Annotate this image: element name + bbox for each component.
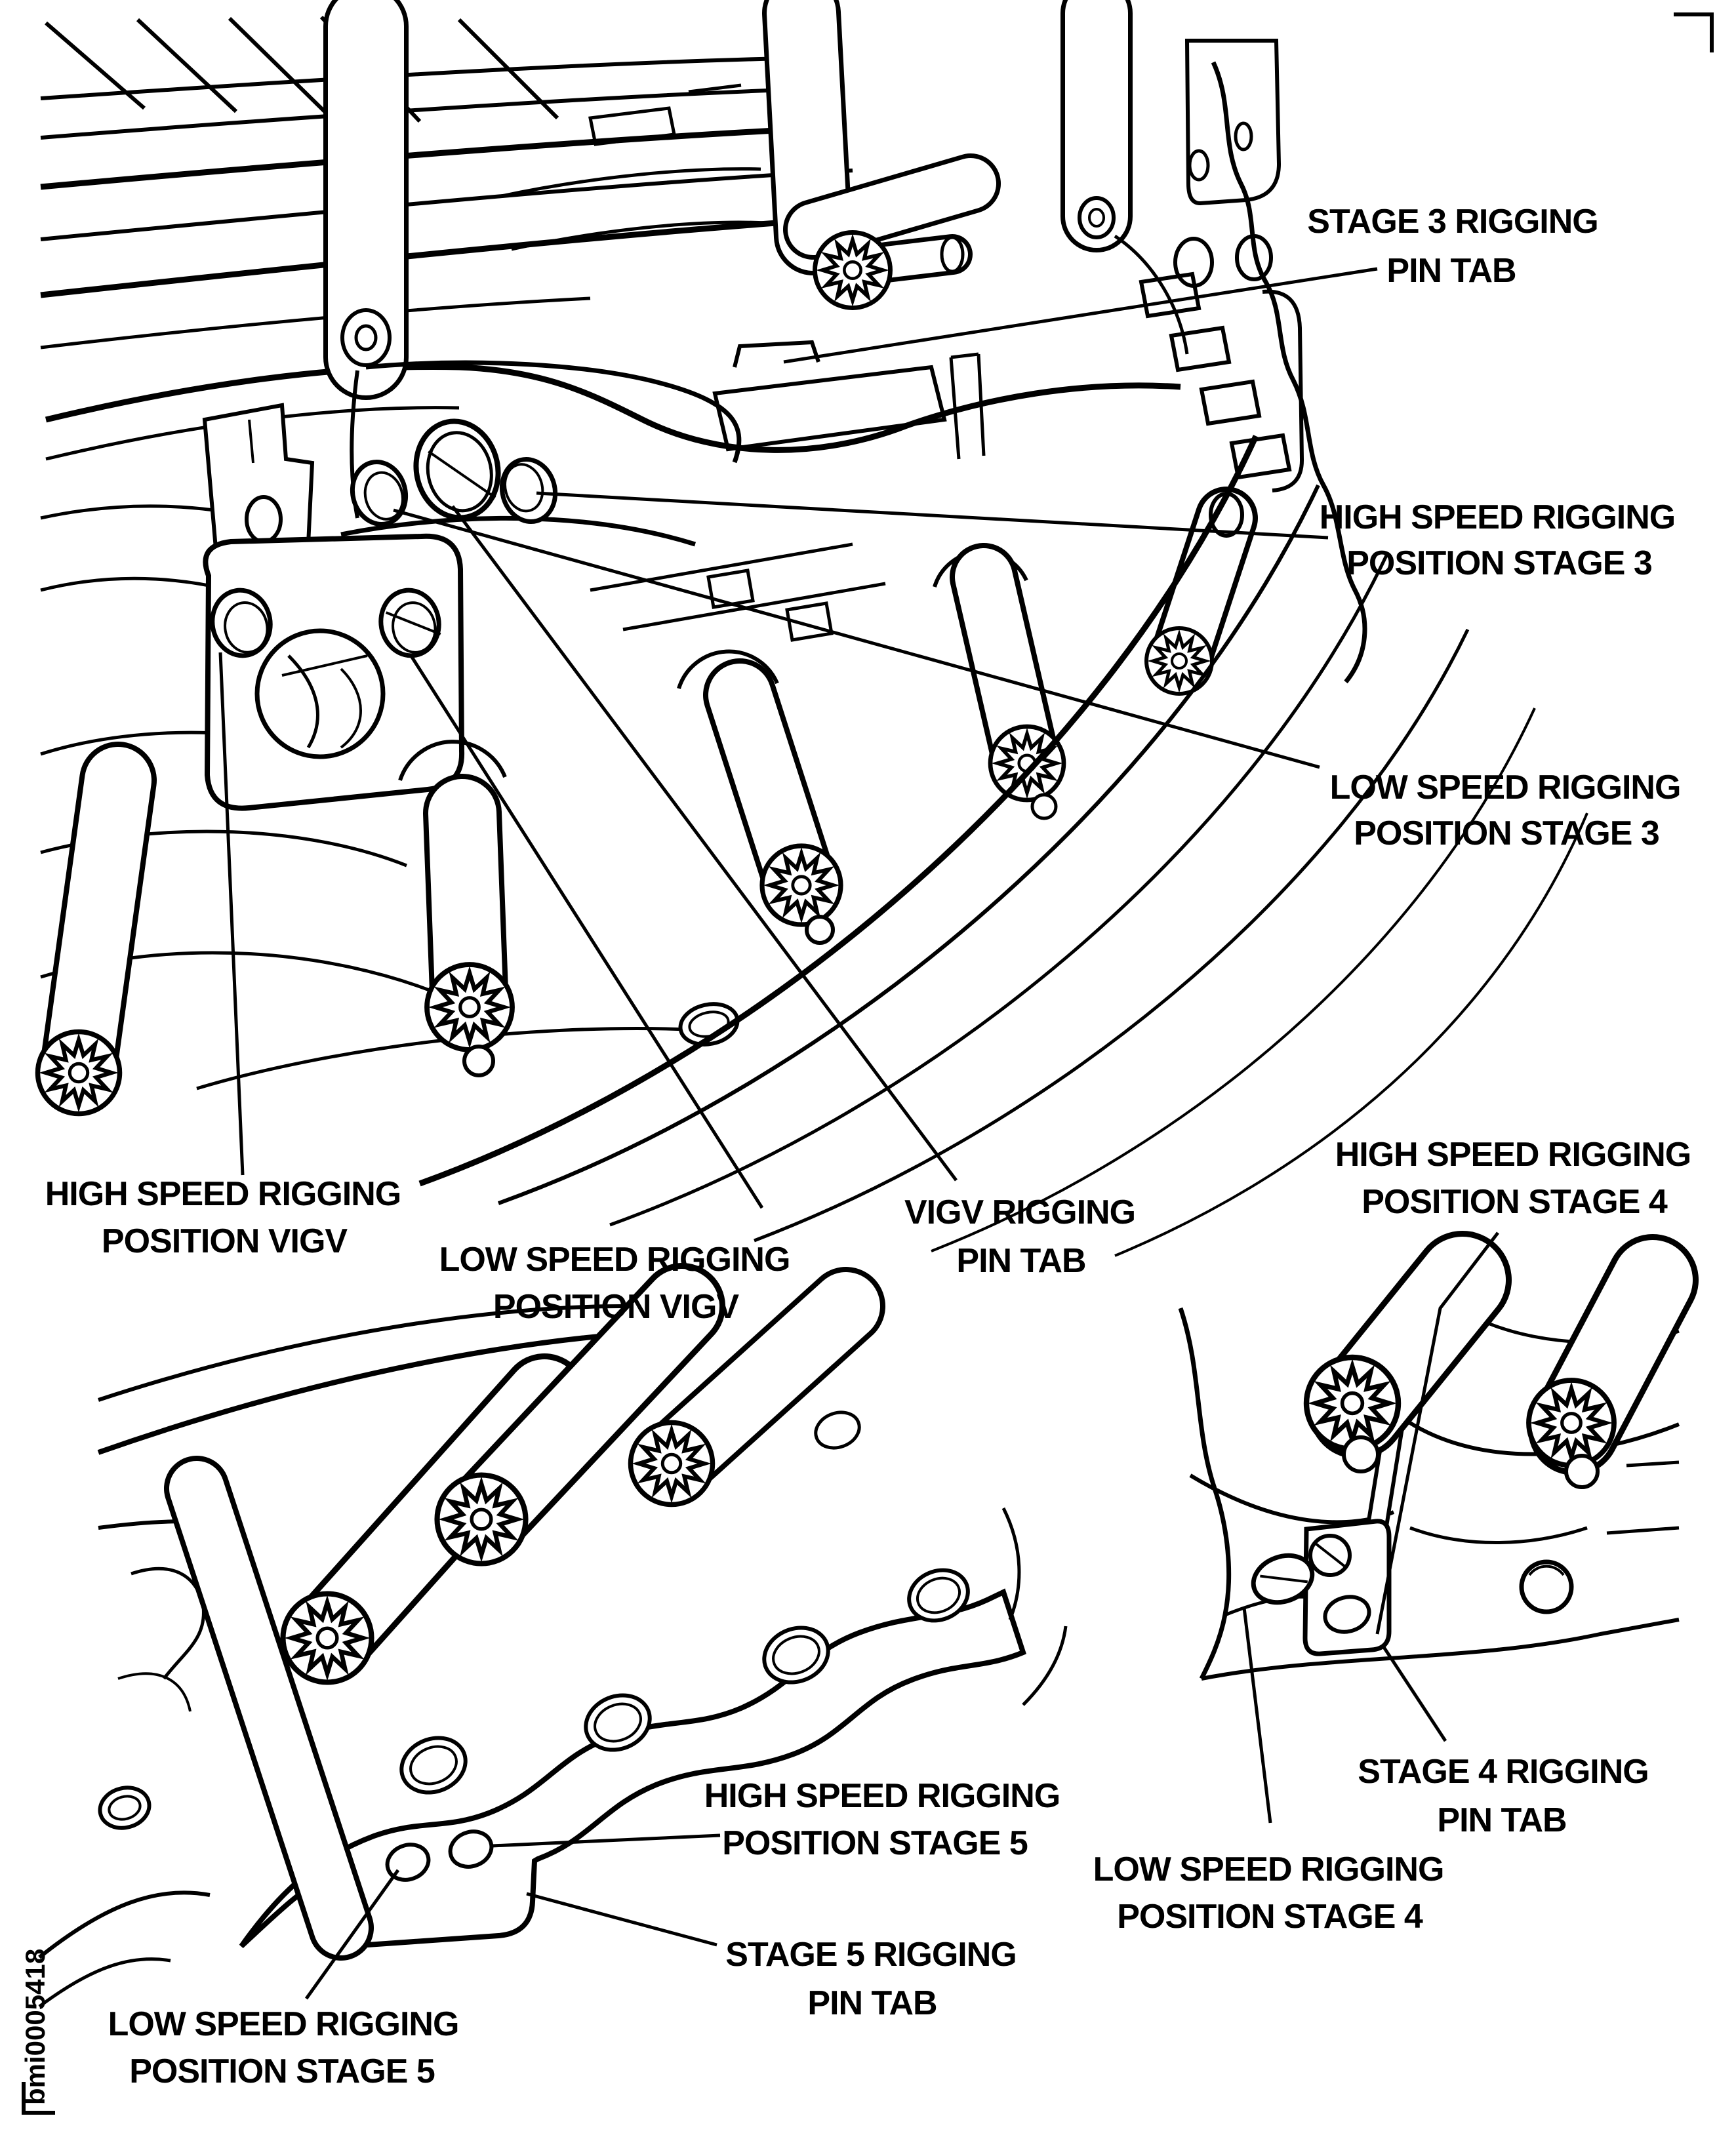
callout-vigv-pin-tab	[904, 1193, 1135, 1280]
callout-text: POSITION VIGV	[101, 1222, 348, 1260]
bracket-hole	[1236, 123, 1251, 150]
callout-stage3-pin-tab	[1307, 203, 1598, 290]
spline-bolt-icon	[283, 1594, 372, 1683]
spline-bolt-icon	[38, 1032, 120, 1114]
leader-stage5-pin-tab	[527, 1894, 717, 1945]
callout-text: POSITION STAGE 5	[129, 2052, 435, 2090]
callout-high-speed-stage5	[704, 1777, 1060, 1862]
lever-arm	[427, 813, 512, 1075]
leader-low-speed-stage4	[1244, 1608, 1270, 1823]
callout-text: POSITION STAGE 4	[1362, 1183, 1667, 1221]
spline-bolt-icon	[631, 1423, 713, 1505]
inner-steps	[590, 544, 885, 629]
callout-text: POSITION VIGV	[493, 1288, 739, 1326]
callout-text: POSITION STAGE 4	[1117, 1898, 1423, 1936]
lever-arm	[1529, 1280, 1653, 1487]
case-band	[41, 298, 590, 348]
callout-text: STAGE 5 RIGGING	[725, 1936, 1017, 1974]
leader-stage4-pin-tab	[1384, 1647, 1445, 1741]
serration-step	[1201, 382, 1259, 424]
case-round-hole	[1522, 1562, 1571, 1612]
callout-stage5-pin-tab	[725, 1936, 1016, 2022]
leader-lines	[220, 269, 1498, 1999]
spline-bolt-icon	[1146, 628, 1212, 694]
callout-text: PIN TAB	[807, 1984, 937, 2022]
case-oval-hole	[811, 1407, 864, 1454]
callout-text: HIGH SPEED RIGGING	[45, 1175, 401, 1213]
main-view	[38, 13, 1588, 1256]
case-detail	[1003, 1508, 1066, 1705]
plate-oval-hole	[394, 1728, 474, 1802]
case-band	[41, 89, 820, 138]
lever-pin	[1032, 795, 1056, 818]
spline-bolt-icon	[990, 727, 1064, 800]
pivot-bosses	[400, 551, 1026, 780]
spline-bolt-icon	[762, 846, 841, 925]
case-right-profile	[1115, 41, 1365, 682]
callout-text: PIN TAB	[1386, 252, 1516, 290]
case-line	[1607, 1462, 1679, 1533]
serration-step	[1141, 274, 1199, 316]
bracket-center-opening	[257, 631, 383, 757]
case-oval-hole	[96, 1782, 154, 1833]
lever-arm	[984, 577, 1064, 818]
bracket-hole	[1190, 151, 1208, 180]
corner-crop-mark-top-right	[1674, 14, 1712, 52]
case-detail	[131, 1568, 203, 1679]
hatch-line	[230, 18, 328, 115]
callout-text: STAGE 4 RIGGING	[1358, 1753, 1649, 1791]
callout-stage4-pin-tab	[1358, 1753, 1648, 1839]
spline-bolt-icon	[815, 233, 891, 308]
callout-low-speed-stage4	[1093, 1850, 1444, 1936]
bolt-stub-cap	[942, 237, 963, 271]
callout-low-speed-stage5	[108, 2005, 459, 2090]
callout-text: LOW SPEED RIGGING	[1093, 1850, 1444, 1888]
lever-pin	[1344, 1437, 1378, 1471]
lever-pin	[807, 917, 833, 943]
callout-text: PIN TAB	[956, 1242, 1086, 1280]
lever-pin	[1566, 1456, 1598, 1487]
callout-text: POSITION STAGE 3	[1346, 544, 1652, 582]
flange-center-hole	[407, 414, 507, 526]
callout-text: HIGH SPEED RIGGING	[1335, 1136, 1691, 1174]
callout-text: LOW SPEED RIGGING	[108, 2005, 459, 2043]
figure-id: bmi0005418	[20, 1948, 50, 2105]
lever-arm	[1146, 494, 1242, 694]
callout-text: LOW SPEED RIGGING	[1329, 769, 1681, 807]
spline-bolt-icon	[437, 1475, 526, 1564]
leader-vigv-pin-tab	[453, 506, 956, 1180]
callout-text: HIGH SPEED RIGGING	[1319, 498, 1676, 536]
low-speed-stage3-hole	[346, 456, 413, 530]
callout-text: HIGH SPEED RIGGING	[704, 1777, 1060, 1815]
inner-step-block	[708, 570, 753, 607]
stage3-pin-tab-shape	[735, 342, 818, 367]
lever-pin	[464, 1047, 493, 1075]
actuation-straps	[342, 13, 1271, 365]
spline-bolt-icon	[427, 965, 512, 1050]
callout-text: PIN TAB	[1437, 1801, 1567, 1839]
callout-text: VIGV RIGGING	[904, 1193, 1136, 1231]
callout-low-speed-stage3	[1330, 769, 1681, 852]
callout-high-speed-stage4	[1335, 1136, 1691, 1221]
ground-line	[39, 1959, 171, 2007]
callout-high-speed-stage3	[1320, 498, 1676, 582]
callout-text: POSITION STAGE 5	[722, 1824, 1028, 1862]
callout-high-speed-vigv	[45, 1175, 401, 1260]
spline-bolt-icon	[1306, 1357, 1398, 1449]
spline-bolt-icon	[1529, 1380, 1614, 1466]
callout-text: LOW SPEED RIGGING	[439, 1241, 790, 1279]
case-bottom-edge	[1201, 1620, 1679, 1679]
high-speed-stage4-hole	[1310, 1536, 1350, 1575]
callout-text: POSITION STAGE 3	[1354, 814, 1659, 852]
lever-arm	[740, 695, 841, 943]
callout-text: STAGE 3 RIGGING	[1307, 203, 1598, 241]
stage4-detail-view	[1181, 1280, 1679, 1679]
hatch-line	[138, 20, 236, 111]
serration-step	[1171, 328, 1229, 370]
lever-arm	[38, 780, 120, 1114]
lever-arm	[197, 1488, 341, 1928]
inner-block	[715, 367, 944, 449]
ground-line	[39, 1892, 210, 1957]
notched-bracket	[205, 405, 312, 556]
